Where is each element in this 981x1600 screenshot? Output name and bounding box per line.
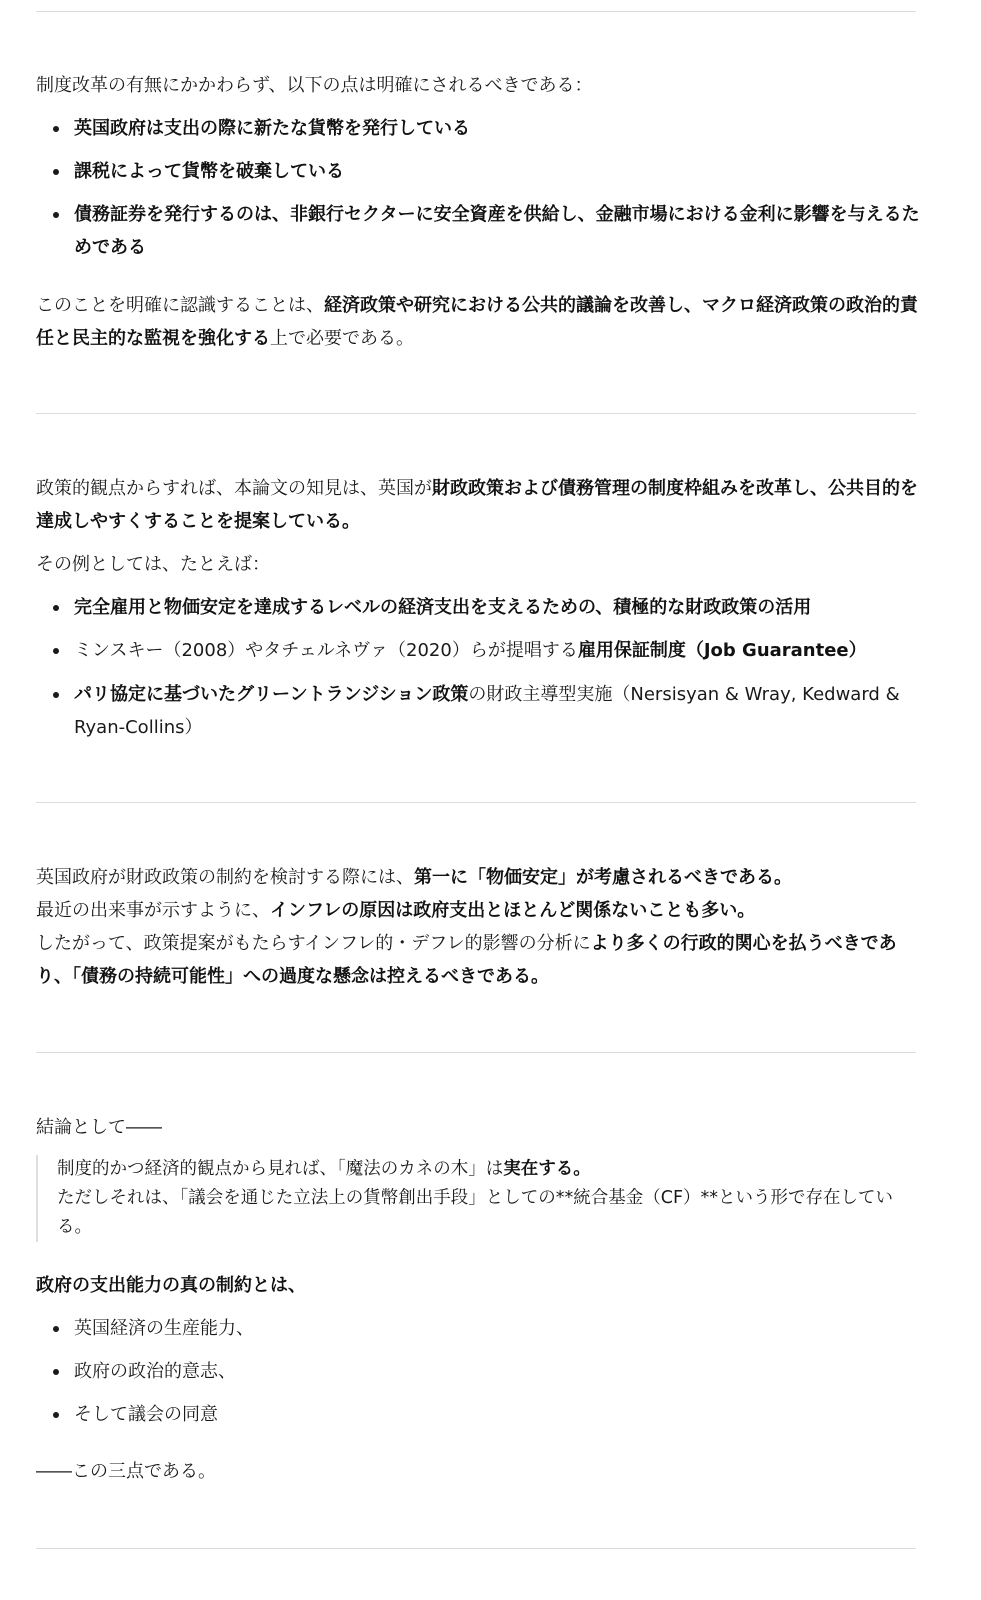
- section1-intro: 制度改革の有無にかかわらず、以下の点は明確にされるべきである：: [36, 75, 593, 96]
- section2-example-intro: その例としては、たとえば：: [36, 554, 270, 575]
- section1-bullet-2: 課税によって貨幣を破棄している: [74, 155, 920, 188]
- quote-line-2: ただしそれは、「議会を通じた立法上の貨幣創出手段」としての**統合基金（CF）**という形で存在している。: [57, 1188, 894, 1237]
- section1-bullet-1: 英国政府は支出の際に新たな貨幣を発行している: [74, 112, 920, 145]
- section2-bullet-2: ミンスキー（2008）やタチェルネヴァ（2020）らが提唱する雇用保証制度（Job Guarantee）: [74, 634, 920, 667]
- divider-top: [36, 11, 916, 12]
- section1-bullet-3: 債務証券を発行するのは、非銀行セクターに安全資産を供給し、金融市場における金利に影響を与えるためである: [74, 198, 920, 264]
- section1-paragraph: このことを明確に認識することは、経済政策や研究における公共的議論を改善し、マクロ経済政策の政治的責任と民主的な監視を強化する上で必要である。: [36, 295, 918, 349]
- section3-line-2: 最近の出来事が示すように、インフレの原因は政府支出とほとんど関係ないことも多い。: [36, 900, 756, 921]
- conclusion-lead: 結論として――: [36, 1117, 162, 1138]
- section2-bullet-3: パリ協定に基づいたグリーントランジション政策の財政主導型実施（Nersisyan & Wray, Kedward & Ryan-Collins）: [74, 678, 920, 744]
- divider-3: [36, 1052, 916, 1053]
- blockquote: [36, 1155, 923, 1242]
- divider-bottom: [36, 1548, 916, 1549]
- conclusion-closing: ――この三点である。: [36, 1461, 216, 1482]
- constraints-heading: 政府の支出能力の真の制約とは、: [36, 1275, 306, 1296]
- divider-2: [36, 802, 916, 803]
- section2-paragraph: 政策的観点からすれば、本論文の知見は、英国が財政政策および債務管理の制度枠組みを改革し、公共目的を達成しやすくすることを提案している。: [36, 478, 918, 532]
- section3-line-1: 英国政府が財政政策の制約を検討する際には、第一に「物価安定」が考慮されるべきである。: [36, 867, 792, 888]
- constraint-item-2: 政府の政治的意志、: [74, 1355, 920, 1388]
- section2-bullet-1: 完全雇用と物価安定を達成するレベルの経済支出を支えるための、積極的な財政政策の活用: [74, 591, 920, 624]
- section3-line-3: したがって、政策提案がもたらすインフレ的・デフレ的影響の分析により多くの行政的関心を払うべきであり、「債務の持続可能性」への過度な懸念は控えるべきである。: [36, 933, 897, 987]
- constraint-item-1: 英国経済の生産能力、: [74, 1312, 920, 1345]
- quote-line-1: 制度的かつ経済的観点から見れば、「魔法のカネの木」は実在する。: [57, 1159, 591, 1179]
- divider-1: [36, 413, 916, 414]
- constraint-item-3: そして議会の同意: [74, 1398, 920, 1431]
